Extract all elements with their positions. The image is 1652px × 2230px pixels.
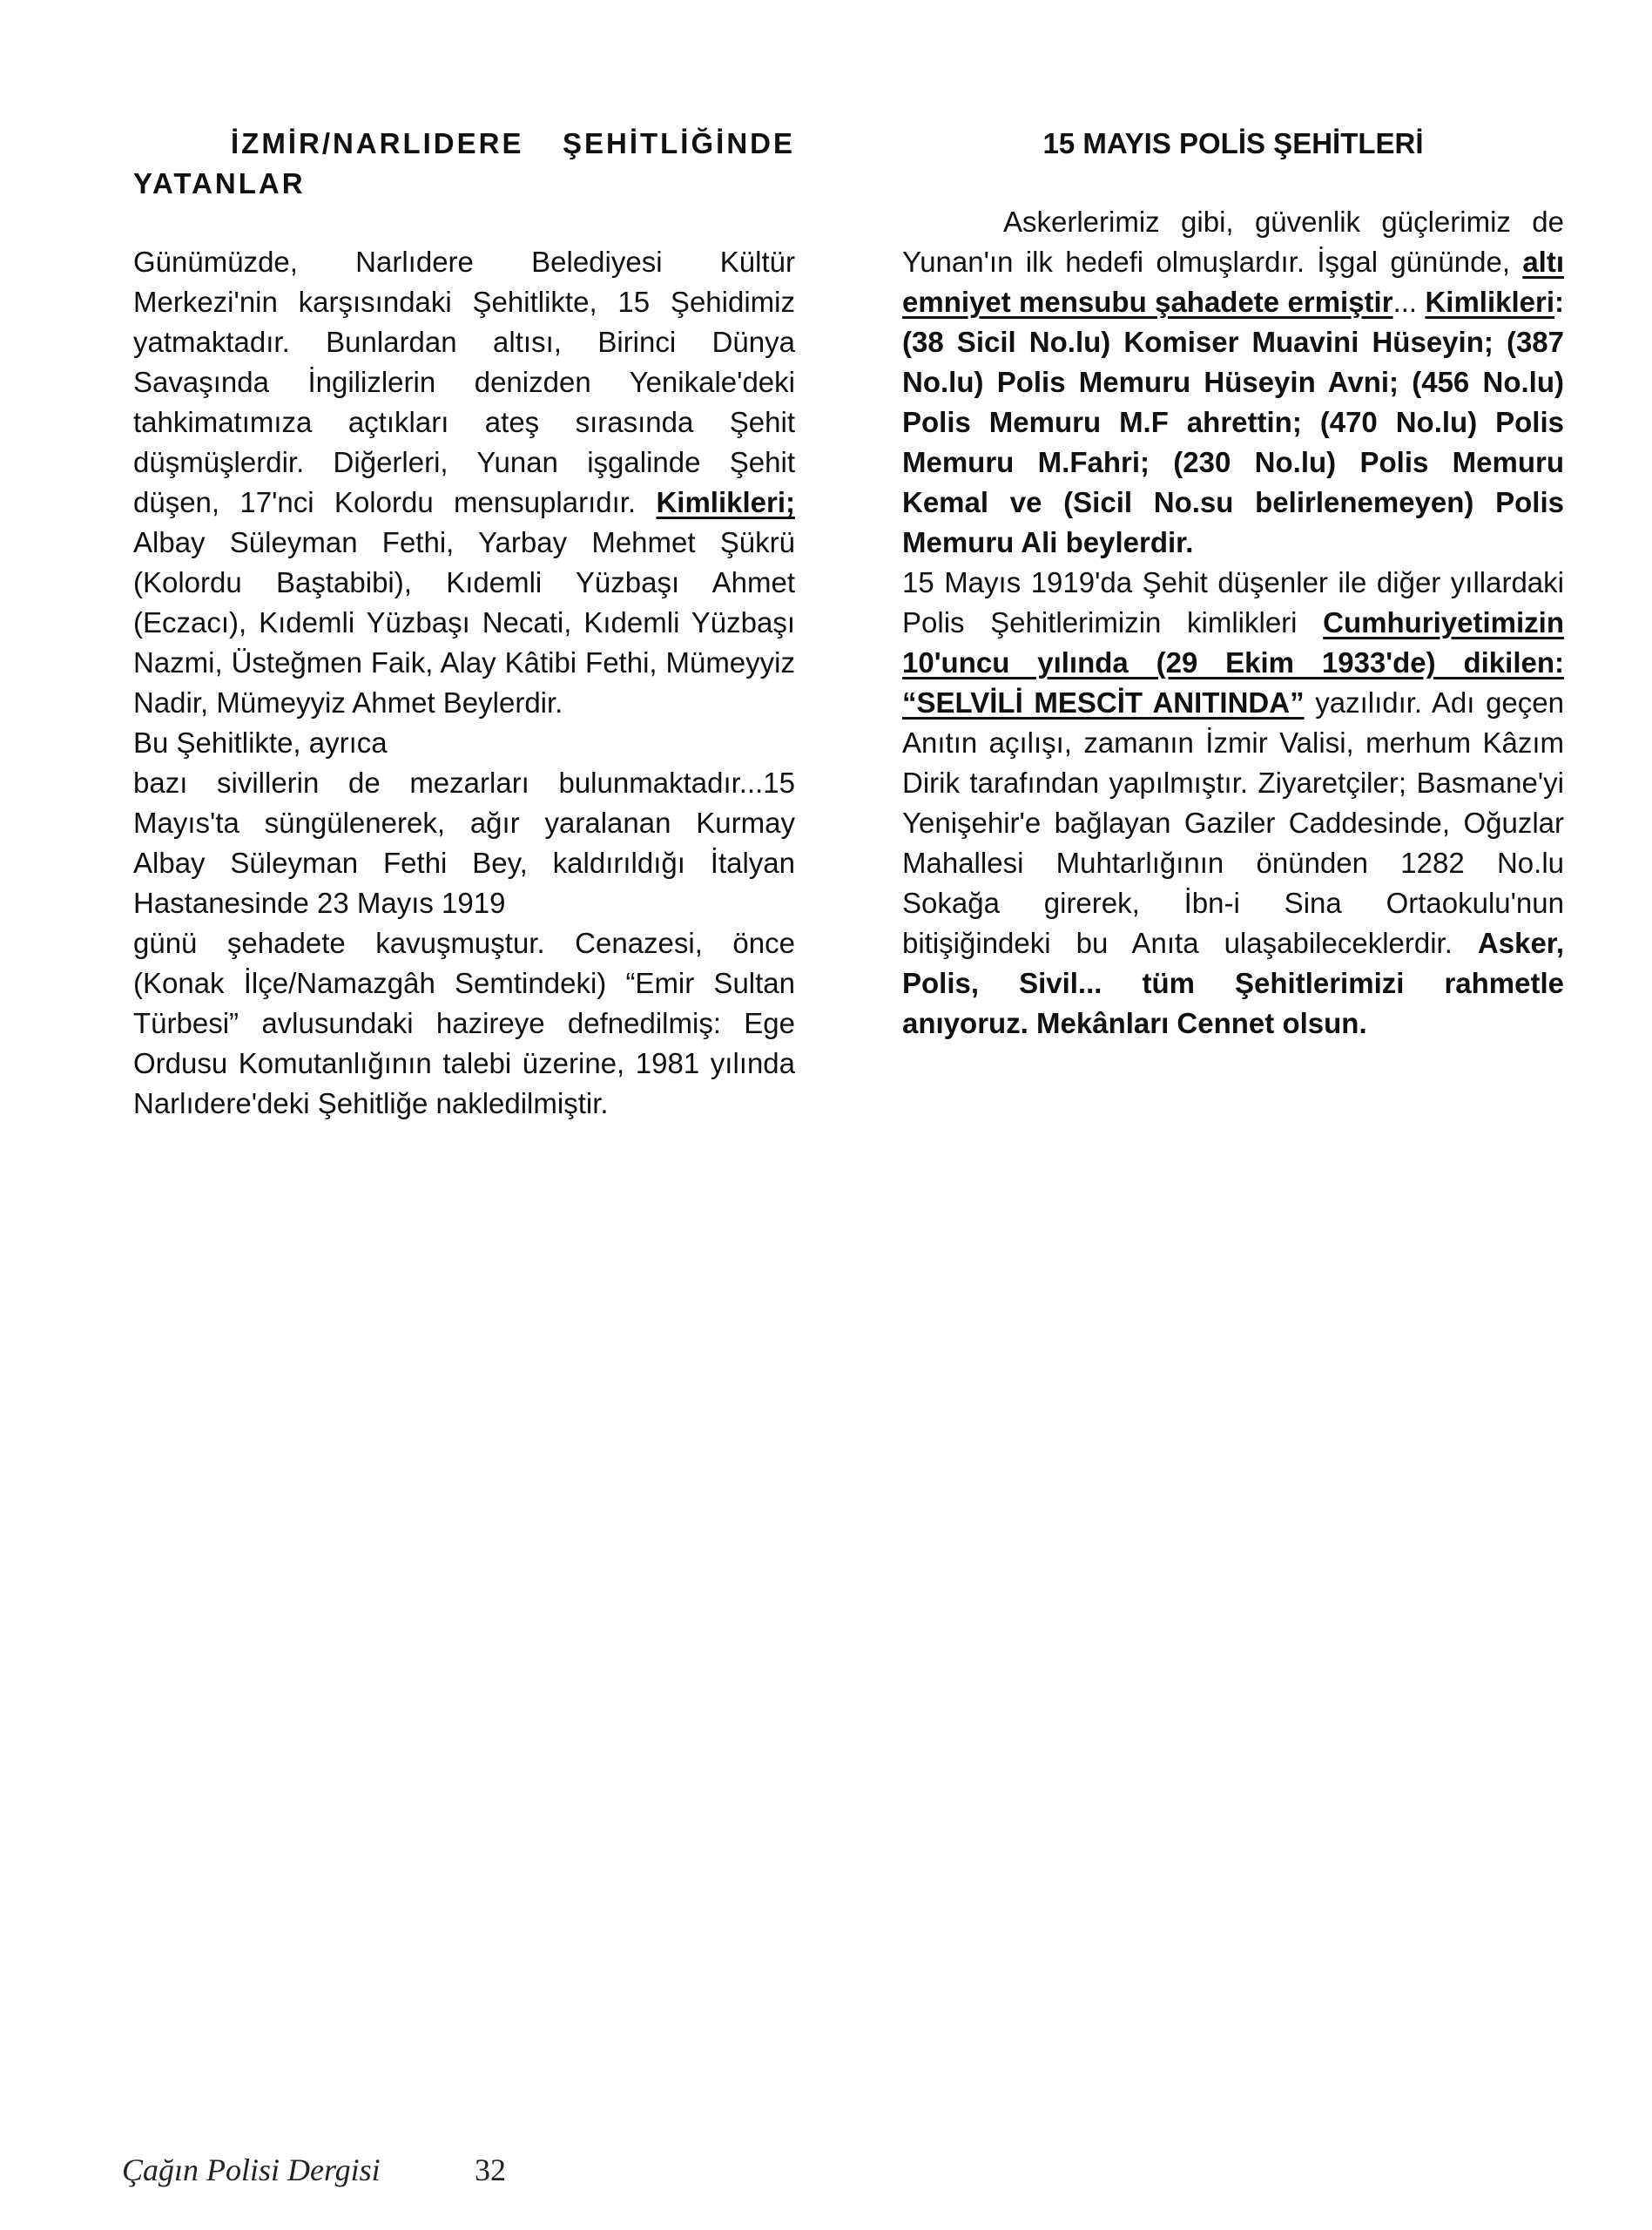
left-paragraph-2: Albay Süleyman Fethi, Yarbay Mehmet Şükrü (Kolordu Baştabibi), Kıdemli Yüzbaşı Ahmet (Eczacı), Kıdemli Yüzbaşı Necati, Kıdemli Yüzbaşı Nazmi, Üsteğmen Faik, Alay Kâtibi Fethi, Mümeyyiz Nadir, Mümeyyiz Ahmet Beylerdir. [133, 526, 795, 719]
right-monument-text: Cumhuriyetimizin 10'uncu yılında (29 Ekim 1933'de) dikilen: “SELVİLİ MESCİT ANITINDA” [902, 606, 1564, 719]
left-paragraph-1: Günümüzde, Narlıdere Belediyesi Kültür Merkezi'nin karşısındaki Şehitlikte, 15 Şehidimiz yatmaktadır. Bunlardan altısı, Birinci Dünya Savaşında İngilizlerin denizden Yenikale'deki tahkimatımıza açtıkları ateş sırasında Şehit düşmüşlerdir. Diğerleri, Yunan işgalinde Şehit düşen, 17'nci Kolordu mensuplarıdır. [133, 246, 795, 518]
page-number: 32 [475, 2152, 506, 2187]
right-body [902, 202, 1564, 1044]
left-heading-line2: YATANLAR [133, 167, 306, 199]
page-footer [122, 2152, 506, 2188]
left-heading-line1: İZMİR/NARLIDERE ŞEHİTLİĞİNDE [231, 127, 795, 159]
left-heading [133, 124, 795, 204]
right-closing-bold: Asker, Polis, Sivil... tüm Şehitlerimizi rahmetle anıyoruz. Mekânları Cennet olsun. [902, 927, 1564, 1039]
left-paragraph-5: günü şehadete kavuşmuştur. Cenazesi, önce (Konak İlçe/Namazgâh Semtindeki) “Emir Sultan Türbesi” avlusundaki hazireye defnedilmiş: Ege Ordusu Komutanlığının talebi üzerine, 1981 yılında Narlıdere'deki Şehitliğe nakledilmiştir. [133, 927, 795, 1119]
right-paragraph-3: 15 Mayıs 1919'da Şehit düşenler ile diğer yıllardaki Polis Şehitlerimizin kimlikleri [902, 566, 1564, 639]
left-paragraph-3: Bu Şehitlikte, ayrıca [133, 726, 388, 759]
right-paragraph-1: Askerlerimiz gibi, güvenlik güçlerimiz de Yunan'ın ilk hedefi olmuşlardır. İşgal gününde, [902, 206, 1564, 278]
right-heading: 15 MAYIS POLİS ŞEHİTLERİ [1042, 127, 1424, 159]
right-paragraph-1-ellipsis: ... [1392, 286, 1418, 318]
left-paragraph-4: bazı sivillerin de mezarları bulunmaktadır...15 Mayıs'ta süngülenerek, ağır yaralanan Kurmay Albay Süleyman Fethi Bey, kaldırıldığı İtalyan Hastanesinde 23 Mayıs 1919 [133, 767, 795, 919]
right-identities-label: Kimlikleri [1425, 286, 1555, 318]
left-column [133, 124, 795, 1124]
right-column [902, 124, 1564, 1044]
right-paragraph-1-underlined: altı emniyet mensubu şahadete ermiştir [902, 246, 1564, 318]
journal-name: Çağın Polisi Dergisi [122, 2152, 381, 2187]
left-identities-label: Kimlikleri; [656, 486, 795, 518]
right-paragraph-3-rest: yazılıdır. Adı geçen Anıtın açılışı, zamanın İzmir Valisi, merhum Kâzım Dirik tarafından yapılmıştır. Ziyaretçiler; Basmane'yi Yenişehir'e bağlayan Gaziler Caddesinde, Oğuzlar Mahallesi Muhtarlığının önünden 1282 No.lu Sokağa girerek, İbn-i Sina Ortaokulu'nun bitişiğindeki bu Anıta ulaşabileceklerdir. [902, 686, 1564, 959]
left-body [133, 242, 795, 1124]
right-identities-list: : (38 Sicil No.lu) Komiser Muavini Hüseyin; (387 No.lu) Polis Memuru Hüseyin Avni; (456 No.lu) Polis Memuru M.F ahrettin; (470 No.lu) Polis Memuru M.Fahri; (230 No.lu) Polis Memuru Kemal ve (Sicil No.su belirlenemeyen) Polis Memuru Ali beylerdir. [902, 286, 1565, 558]
